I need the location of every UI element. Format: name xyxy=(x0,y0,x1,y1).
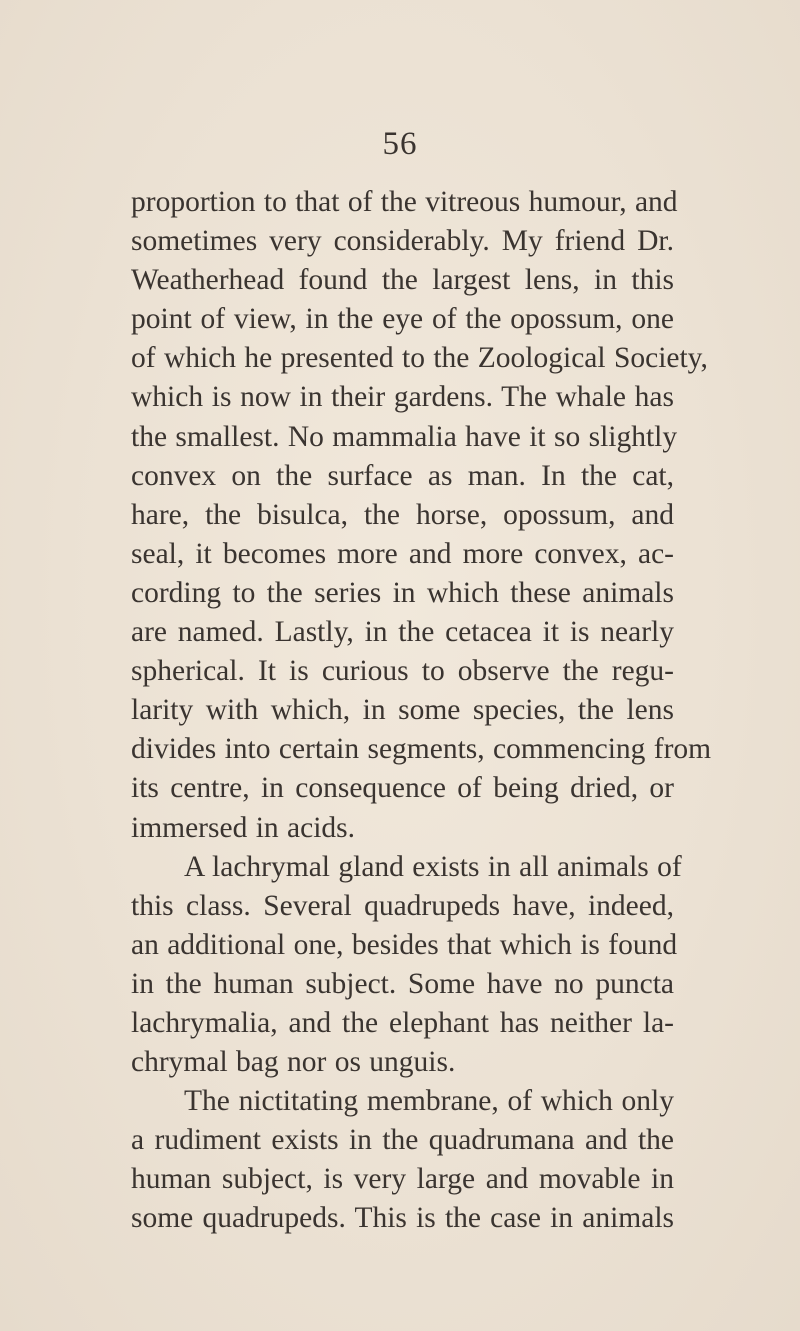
text-line: divides into certain segments, commencing from xyxy=(131,733,712,766)
text-line: convex on the surface as man. In the cat, xyxy=(131,459,674,492)
text-line: hare, the bisulca, the horse, opossum, and xyxy=(131,498,674,531)
body-text xyxy=(131,183,712,1239)
text-line: the smallest. No mammalia have it so slightly xyxy=(131,420,678,453)
text-line: cording to the series in which these animals xyxy=(131,576,674,609)
paragraph-end-line: chrymal bag nor os unguis. xyxy=(131,1046,456,1079)
page-number: 56 xyxy=(382,126,418,162)
text-line: Weatherhead found the largest lens, in this xyxy=(131,264,674,297)
text-line: sometimes very considerably. My friend Dr. xyxy=(131,225,674,258)
paragraph-start-line: A lachrymal gland exists in all animals of xyxy=(184,850,682,883)
text-line: some quadrupeds. This is the case in animals xyxy=(131,1202,674,1235)
text-line: spherical. It is curious to observe the regu- xyxy=(131,655,674,688)
text-line: its centre, in consequence of being dried, or xyxy=(131,772,674,805)
text-line: are named. Lastly, in the cetacea it is nearly xyxy=(131,616,674,649)
text-line: of which he presented to the Zoological Society, xyxy=(131,342,708,375)
text-line: in the human subject. Some have no puncta xyxy=(131,967,674,1000)
text-line: proportion to that of the vitreous humour, and xyxy=(131,186,678,218)
text-line: this class. Several quadrupeds have, indeed, xyxy=(131,889,674,922)
text-line: seal, it becomes more and more convex, ac- xyxy=(131,537,674,570)
text-line: lachrymalia, and the elephant has neither la- xyxy=(131,1006,674,1039)
text-line: human subject, is very large and movable in xyxy=(131,1163,674,1196)
paragraph-end-line: immersed in acids. xyxy=(131,811,356,844)
text-line: which is now in their gardens. The whale has xyxy=(131,381,674,414)
paragraph-start-line: The nictitating membrane, of which only xyxy=(184,1085,674,1118)
text-line: larity with which, in some species, the lens xyxy=(131,694,674,727)
text-line: point of view, in the eye of the opossum, one xyxy=(131,303,674,336)
text-line: an additional one, besides that which is found xyxy=(131,928,678,961)
text-line: a rudiment exists in the quadrumana and the xyxy=(131,1124,674,1157)
